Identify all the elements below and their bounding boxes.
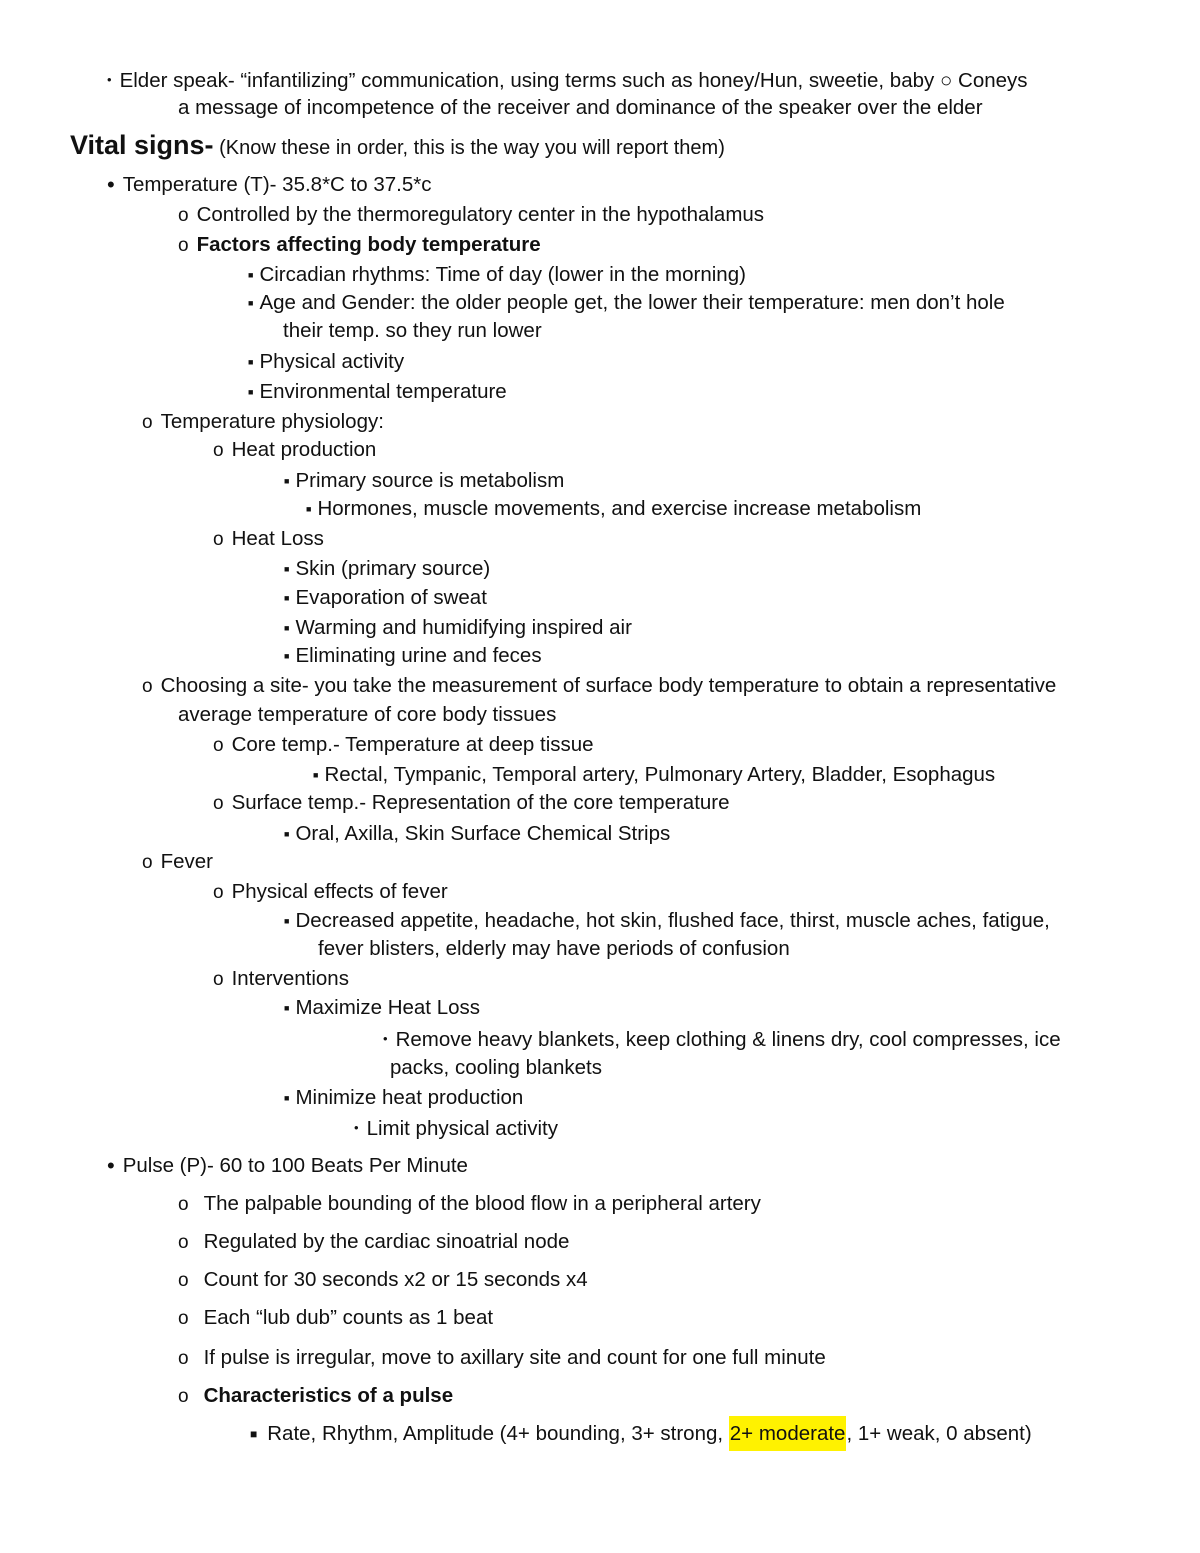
square-bullet-icon: ■ bbox=[248, 270, 254, 280]
square-bullet-icon: ■ bbox=[284, 476, 290, 486]
list-item: ■ Minimize heat production bbox=[284, 1086, 524, 1109]
list-item: o Choosing a site- you take the measurement of surface body temperature to obtain a representative bbox=[142, 673, 1056, 699]
square-bullet-icon: ■ bbox=[284, 564, 290, 574]
circle-bullet-icon: o bbox=[178, 1270, 189, 1291]
list-item: ■ Skin (primary source) bbox=[284, 557, 491, 580]
circle-bullet-icon: o bbox=[178, 1386, 189, 1407]
circle-bullet-icon: o bbox=[178, 1194, 189, 1215]
list-item: o Each “lub dub” counts as 1 beat bbox=[178, 1305, 493, 1331]
list-item: ■ Oral, Axilla, Skin Surface Chemical Strips bbox=[284, 822, 671, 845]
square-bullet-icon: ■ bbox=[284, 623, 290, 633]
section-heading bbox=[70, 128, 725, 165]
bullet-icon: • bbox=[107, 72, 112, 87]
list-item: ■ Hormones, muscle movements, and exercise increase metabolism bbox=[306, 497, 922, 520]
list-item: o Surface temp.- Representation of the core temperature bbox=[213, 790, 730, 816]
list-item: ■ Evaporation of sweat bbox=[284, 586, 487, 609]
list-item: o If pulse is irregular, move to axillary site and count for one full minute bbox=[178, 1345, 826, 1371]
elder-speak-line: • Elder speak- “infantilizing” communication, using terms such as honey/Hun, sweetie, baby ○ Coneys bbox=[107, 69, 1028, 92]
circle-bullet-icon: o bbox=[213, 735, 224, 756]
list-item: ■ Warming and humidifying inspired air bbox=[284, 616, 632, 639]
list-item-continued: packs, cooling blankets bbox=[390, 1056, 602, 1079]
bullet-icon: • bbox=[354, 1120, 359, 1135]
list-item: o Heat production bbox=[213, 437, 376, 463]
pulse-item: • Pulse (P)- 60 to 100 Beats Per Minute bbox=[107, 1153, 468, 1178]
list-item: ■ Circadian rhythms: Time of day (lower in the morning) bbox=[248, 263, 746, 286]
list-item: ■ Physical activity bbox=[248, 350, 405, 373]
square-bullet-icon: ■ bbox=[284, 593, 290, 603]
circle-bullet-icon: o bbox=[178, 1232, 189, 1253]
heading-title: Vital signs- bbox=[70, 130, 214, 160]
square-bullet-icon: ■ bbox=[284, 829, 290, 839]
circle-bullet-icon: o bbox=[178, 235, 189, 256]
circle-bullet-icon: o bbox=[213, 882, 224, 903]
circle-bullet-icon: o bbox=[178, 1308, 189, 1329]
list-item: • Remove heavy blankets, keep clothing & linens dry, cool compresses, ice bbox=[383, 1028, 1061, 1051]
circle-bullet-icon: o bbox=[178, 205, 189, 226]
list-item: ■ Primary source is metabolism bbox=[284, 469, 565, 492]
list-item: ■ Eliminating urine and feces bbox=[284, 644, 542, 667]
square-bullet-icon: ■ bbox=[306, 504, 312, 514]
square-bullet-icon: ■ bbox=[248, 387, 254, 397]
heading-subtitle: (Know these in order, this is the way you will report them) bbox=[213, 137, 725, 159]
list-item: o Regulated by the cardiac sinoatrial node bbox=[178, 1229, 569, 1255]
square-bullet-icon: ■ bbox=[284, 1003, 290, 1013]
circle-bullet-icon: o bbox=[142, 412, 153, 433]
bullet-icon: • bbox=[107, 172, 115, 197]
circle-bullet-icon: o bbox=[213, 440, 224, 461]
list-item: o Physical effects of fever bbox=[213, 879, 448, 905]
circle-bullet-icon: o bbox=[213, 529, 224, 550]
bullet-icon: • bbox=[383, 1031, 388, 1046]
list-item: ■ Rectal, Tympanic, Temporal artery, Pulmonary Artery, Bladder, Esophagus bbox=[313, 763, 996, 786]
list-item-continued: their temp. so they run lower bbox=[283, 319, 542, 342]
list-item: ■ Age and Gender: the older people get, the lower their temperature: men don’t hole bbox=[248, 291, 1005, 314]
list-item: o Interventions bbox=[213, 966, 349, 992]
square-bullet-icon: ■ bbox=[284, 1093, 290, 1103]
list-item: o Factors affecting body temperature bbox=[178, 232, 541, 258]
square-bullet-icon: ■ bbox=[284, 916, 290, 926]
list-item-continued: fever blisters, elderly may have periods of confusion bbox=[318, 937, 790, 960]
circle-bullet-icon: o bbox=[142, 852, 153, 873]
list-item: o The palpable bounding of the blood flow in a peripheral artery bbox=[178, 1191, 761, 1217]
list-item: ■ Rate, Rhythm, Amplitude (4+ bounding, 3+ strong, 2+ moderate, 1+ weak, 0 absent) bbox=[250, 1421, 1032, 1447]
square-bullet-icon: ■ bbox=[248, 298, 254, 308]
list-item: o Fever bbox=[142, 849, 213, 875]
list-item: o Temperature physiology: bbox=[142, 409, 384, 435]
circle-bullet-icon: o bbox=[213, 969, 224, 990]
list-item: ■ Decreased appetite, headache, hot skin, flushed face, thirst, muscle aches, fatigue, bbox=[284, 909, 1050, 932]
list-item-continued: average temperature of core body tissues bbox=[178, 703, 557, 726]
circle-bullet-icon: o bbox=[142, 676, 153, 697]
circle-bullet-icon: o bbox=[178, 1348, 189, 1369]
highlighted-text: 2+ moderate bbox=[729, 1416, 847, 1451]
list-item: o Core temp.- Temperature at deep tissue bbox=[213, 732, 594, 758]
list-item: o Heat Loss bbox=[213, 526, 324, 552]
list-item: o Characteristics of a pulse bbox=[178, 1383, 453, 1409]
circle-bullet-icon: o bbox=[213, 793, 224, 814]
square-bullet-icon: ■ bbox=[248, 357, 254, 367]
square-bullet-icon: ■ bbox=[284, 651, 290, 661]
list-item: • Limit physical activity bbox=[354, 1117, 558, 1140]
list-item: o Count for 30 seconds x2 or 15 seconds x4 bbox=[178, 1267, 588, 1293]
list-item: o Controlled by the thermoregulatory center in the hypothalamus bbox=[178, 202, 764, 228]
square-bullet-icon: ■ bbox=[313, 770, 319, 780]
list-item: ■ Environmental temperature bbox=[248, 380, 507, 403]
elder-speak-continued: a message of incompetence of the receiver and dominance of the speaker over the elder bbox=[178, 96, 983, 119]
temperature-item: • Temperature (T)- 35.8*C to 37.5*c bbox=[107, 172, 432, 197]
list-item: ■ Maximize Heat Loss bbox=[284, 996, 480, 1019]
bullet-icon: • bbox=[107, 1153, 115, 1178]
square-bullet-icon: ■ bbox=[250, 1427, 258, 1441]
